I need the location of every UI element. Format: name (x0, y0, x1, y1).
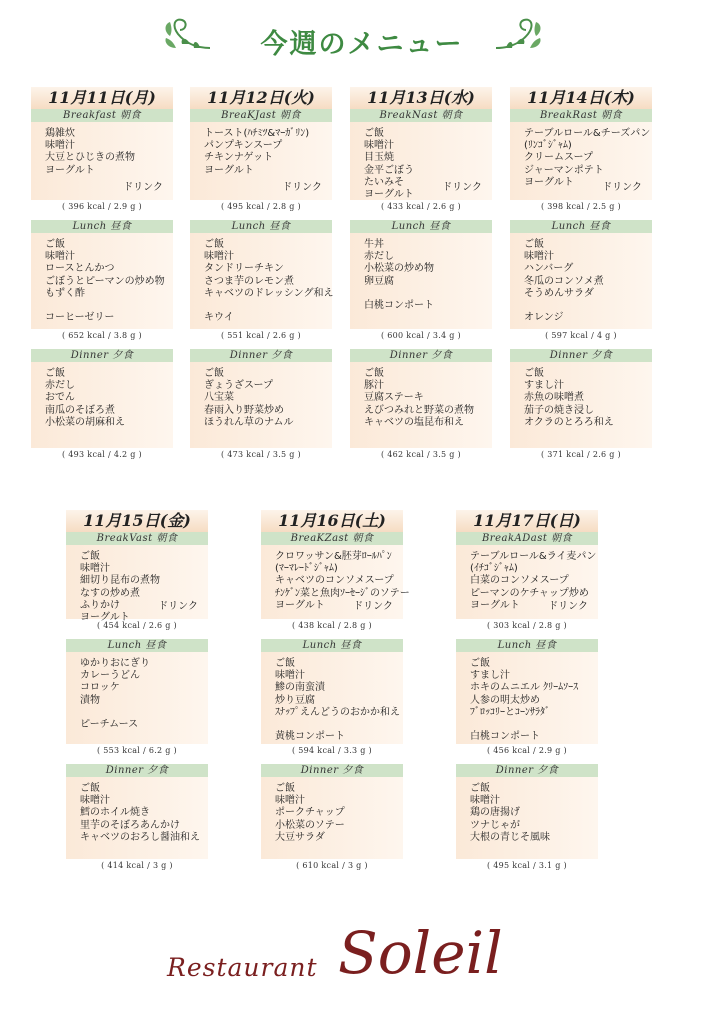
menu-item (204, 300, 324, 312)
menu-item: さつま芋のレモン煮 (204, 275, 294, 287)
menu-item: ご飯 (364, 128, 384, 139)
menu-item: ハンバーグ (524, 263, 574, 275)
menu-item: 味噌汁 (45, 251, 75, 263)
breakfast-items (190, 122, 332, 200)
menu-item: 白桃コンポート (470, 731, 540, 743)
dinner-items (350, 362, 492, 448)
menu-item: コロッケ (80, 682, 120, 694)
nutrition-info: ( 473 kcal / 3.5 g ) (221, 450, 301, 459)
lunch-items (350, 233, 492, 329)
page-title: 今週のメニュー (260, 29, 464, 60)
nutrition-info: ( 454 kcal / 2.6 g ) (97, 621, 177, 630)
menu-item: なすの炒め煮 (80, 587, 140, 599)
nutrition-info: ( 600 kcal / 3.4 g ) (381, 331, 461, 340)
drink-label: ドリンク (158, 600, 198, 612)
breakfast-band: BreakRast 朝食 (510, 109, 652, 122)
breakfast-items (31, 122, 173, 200)
breakfast-items (66, 545, 208, 624)
dinner-band: Dinner 夕食 (456, 764, 598, 777)
breakfast-band: BreakADast 朝食 (456, 532, 598, 545)
menu-item: ふりかけ (80, 599, 120, 611)
nutrition-info: ( 495 kcal / 3.1 g ) (487, 861, 567, 870)
breakfast-items (261, 545, 410, 619)
menu-item: 南瓜のそぼろ煮 (45, 404, 115, 416)
menu-item: ゆかりおにぎり (80, 658, 150, 669)
lunch-items (31, 233, 173, 329)
breakfast-items (510, 122, 652, 200)
menu-item: 味噌汁 (364, 140, 394, 152)
menu-item: ﾌﾞﾛｯｺﾘｰとｺｰﾝｻﾗﾀﾞ (470, 706, 550, 718)
menu-item: 小松菜の炒め物 (364, 263, 434, 275)
drink-label: ドリンク (442, 181, 482, 193)
menu-item (80, 707, 200, 719)
menu-item: ホキのムニエル ｸﾘｰﾑｿｰｽ (470, 682, 579, 694)
day-date: 11月12日(火) (190, 87, 332, 109)
menu-item: すまし汁 (524, 380, 564, 392)
day-card (31, 87, 173, 462)
menu-item: (ﾘﾝｺﾞｼﾞｬﾑ) (524, 140, 572, 152)
menu-item: そうめんサラダ (524, 287, 594, 299)
menu-item: ヨーグルト (364, 189, 414, 201)
menu-item: ご飯 (470, 658, 490, 669)
menu-item: 金平ごぼう (364, 164, 414, 176)
menu-item: 豆腐ステーキ (364, 392, 424, 404)
menu-item: ツナじゃが (470, 819, 520, 831)
menu-item: 大根の青じそ風味 (470, 831, 550, 843)
menu-item: ピーマンのケチャップ炒め (470, 587, 589, 599)
menu-item: キウイ (204, 312, 234, 324)
dinner-items (66, 777, 208, 859)
lunch-items (456, 652, 598, 744)
menu-item (470, 719, 590, 731)
menu-item: たいみそ (364, 176, 404, 188)
menu-item: ごぼうとピーマンの炒め物 (45, 275, 165, 287)
drink-label: ドリンク (282, 181, 322, 193)
menu-item: トースト(ﾊﾁﾐﾂ&ﾏｰｶﾞﾘﾝ) (204, 128, 310, 139)
dinner-items (456, 777, 598, 859)
menu-item: キャベツの塩昆布和え (364, 416, 464, 428)
menu-item: 鱈のホイル焼き (80, 807, 150, 819)
lunch-items (66, 652, 208, 744)
day-date: 11月15日(金) (66, 510, 208, 532)
breakfast-band: Breakfast 朝食 (31, 109, 173, 122)
menu-item: ロースとんかつ (45, 263, 115, 275)
menu-item: キャベツのドレッシング和え (204, 287, 334, 299)
menu-item: 人参の明太炒め (470, 694, 540, 706)
menu-item: ご飯 (80, 783, 100, 794)
menu-item: 牛丼 (364, 239, 384, 250)
menu-item (275, 719, 395, 731)
menu-item: 漬物 (80, 694, 100, 706)
menu-item: 冬瓜のコンソメ煮 (524, 275, 604, 287)
lunch-band: Lunch 昼食 (510, 220, 652, 233)
menu-item: オクラのとろろ和え (524, 416, 614, 428)
menu-item: (ｲﾁｺﾞｼﾞｬﾑ) (470, 563, 518, 575)
nutrition-info: ( 610 kcal / 3 g ) (296, 861, 368, 870)
restaurant-name: Soleil (338, 919, 503, 987)
menu-item: ヨーグルト (80, 612, 130, 624)
lunch-band: Lunch 昼食 (261, 639, 403, 652)
menu-item: コーヒーゼリー (45, 312, 115, 324)
menu-item: 茄子の焼き浸し (524, 404, 594, 416)
menu-item: ご飯 (524, 368, 544, 379)
menu-item: 春雨入り野菜炒め (204, 404, 284, 416)
menu-item: 味噌汁 (470, 795, 500, 807)
menu-item: 豚汁 (364, 380, 384, 392)
lunch-band: Lunch 昼食 (190, 220, 332, 233)
menu-item: ご飯 (470, 783, 490, 794)
menu-item: ご飯 (80, 551, 100, 562)
menu-item: 目玉焼 (364, 152, 394, 164)
breakfast-band: BreakVast 朝食 (66, 532, 208, 545)
menu-item: 鯵の南蛮漬 (275, 682, 325, 694)
menu-item: おでん (45, 392, 75, 404)
lunch-band: Lunch 昼食 (456, 639, 598, 652)
menu-item: 黄桃コンポート (275, 731, 345, 743)
menu-item (364, 288, 484, 300)
day-card (350, 87, 492, 462)
menu-item: ｽﾅｯﾌﾟえんどうのおかか和え (275, 706, 400, 718)
nutrition-info: ( 553 kcal / 6.2 g ) (97, 746, 177, 755)
menu-item: ヨーグルト (204, 164, 254, 176)
menu-item: 白菜のコンソメスープ (470, 575, 569, 587)
menu-item: キャベツのコンソメスープ (275, 575, 394, 587)
menu-item: ご飯 (524, 239, 544, 250)
nutrition-info: ( 456 kcal / 2.9 g ) (487, 746, 567, 755)
menu-item: えびつみれと野菜の煮物 (364, 404, 474, 416)
breakfast-items (350, 122, 492, 200)
breakfast-band: BreakNast 朝食 (350, 109, 492, 122)
restaurant-label: Restaurant (167, 953, 318, 982)
menu-item: パンプキンスープ (204, 140, 283, 152)
menu-item (45, 300, 165, 312)
drink-label: ドリンク (602, 181, 642, 193)
menu-item: ポークチャップ (275, 807, 345, 819)
day-card (190, 87, 332, 462)
nutrition-info: ( 414 kcal / 3 g ) (101, 861, 173, 870)
day-card (456, 510, 598, 873)
breakfast-band: BreaKZast 朝食 (261, 532, 403, 545)
drink-label: ドリンク (123, 181, 163, 193)
menu-item: ジャーマンポテト (524, 164, 604, 176)
menu-item: 鶏雑炊 (45, 128, 75, 139)
menu-item: クリームスープ (524, 152, 593, 164)
nutrition-info: ( 462 kcal / 3.5 g ) (381, 450, 461, 459)
lunch-band: Lunch 昼食 (31, 220, 173, 233)
dinner-items (31, 362, 173, 448)
menu-item: ご飯 (204, 239, 224, 250)
menu-item: 味噌汁 (524, 251, 554, 263)
menu-item: オレンジ (524, 312, 564, 324)
nutrition-info: ( 433 kcal / 2.6 g ) (381, 202, 461, 211)
menu-item: 赤魚の味噌煮 (524, 392, 584, 404)
nutrition-info: ( 303 kcal / 2.8 g ) (487, 621, 567, 630)
nutrition-info: ( 398 kcal / 2.5 g ) (541, 202, 621, 211)
day-card (66, 510, 208, 873)
dinner-band: Dinner 夕食 (66, 764, 208, 777)
menu-item: ご飯 (45, 239, 65, 250)
nutrition-info: ( 594 kcal / 3.3 g ) (292, 746, 372, 755)
nutrition-info: ( 493 kcal / 4.2 g ) (62, 450, 142, 459)
dinner-items (510, 362, 652, 448)
menu-item: ヨーグルト (275, 599, 325, 611)
footer (0, 915, 724, 1015)
nutrition-info: ( 597 kcal / 4 g ) (545, 331, 617, 340)
menu-item: 味噌汁 (45, 140, 75, 152)
menu-item: 白桃コンポート (364, 299, 434, 311)
menu-item: 大豆サラダ (275, 831, 325, 843)
dinner-band: Dinner 夕食 (190, 349, 332, 362)
menu-item: 味噌汁 (275, 670, 305, 682)
menu-item: 細切り昆布の煮物 (80, 575, 160, 587)
day-date: 11月16日(土) (261, 510, 403, 532)
header (0, 0, 724, 70)
drink-label: ドリンク (353, 600, 393, 612)
nutrition-info: ( 551 kcal / 2.6 g ) (221, 331, 301, 340)
menu-item: テーブルロール&チーズパン (524, 128, 651, 139)
menu-item: キャベツのおろし醤油和え (80, 831, 200, 843)
menu-item: ﾁﾝｹﾞﾝ菜と魚肉ｿｰｾｰｼﾞのソテー (275, 587, 410, 599)
menu-item: 味噌汁 (204, 251, 234, 263)
menu-item: ヨーグルト (470, 599, 520, 611)
lunch-items (510, 233, 652, 329)
dinner-band: Dinner 夕食 (350, 349, 492, 362)
dinner-items (261, 777, 403, 859)
menu-item: 卵豆腐 (364, 275, 394, 287)
menu-item: 味噌汁 (80, 563, 110, 575)
dinner-items (190, 362, 332, 448)
menu-item: 炒り豆腐 (275, 694, 315, 706)
nutrition-info: ( 396 kcal / 2.9 g ) (62, 202, 142, 211)
menu-item: ヨーグルト (524, 176, 574, 188)
menu-item: 味噌汁 (275, 795, 305, 807)
drink-label: ドリンク (548, 600, 588, 612)
lunch-band: Lunch 昼食 (66, 639, 208, 652)
menu-item: カレーうどん (80, 670, 140, 682)
menu-item: ぎょうざスープ (204, 380, 273, 392)
menu-item: ご飯 (275, 783, 295, 794)
dinner-band: Dinner 夕食 (510, 349, 652, 362)
menu-item (524, 300, 644, 312)
nutrition-info: ( 371 kcal / 2.6 g ) (541, 450, 621, 459)
dinner-band: Dinner 夕食 (261, 764, 403, 777)
day-date: 11月14日(木) (510, 87, 652, 109)
menu-item: 鶏の唐揚げ (470, 807, 520, 819)
day-card (510, 87, 652, 462)
day-card (261, 510, 410, 873)
breakfast-band: BreaKJast 朝食 (190, 109, 332, 122)
menu-item: もずく酢 (45, 287, 85, 299)
menu-item: ピーチムース (80, 718, 139, 730)
menu-item: 赤だし (45, 380, 75, 392)
menu-item: ほうれん草のナムル (204, 416, 294, 428)
menu-item: ご飯 (275, 658, 295, 669)
menu-item: (ﾏｰﾏﾚｰﾄﾞｼﾞｬﾑ) (275, 563, 338, 575)
menu-item: すまし汁 (470, 670, 510, 682)
menu-item: 味噌汁 (80, 795, 110, 807)
nutrition-info: ( 438 kcal / 2.8 g ) (292, 621, 372, 630)
leaf-ornament-icon (492, 14, 546, 58)
nutrition-info: ( 495 kcal / 2.8 g ) (221, 202, 301, 211)
menu-item: 赤だし (364, 251, 394, 263)
lunch-items (261, 652, 403, 744)
menu-item: 里芋のそぼろあんかけ (80, 819, 180, 831)
lunch-band: Lunch 昼食 (350, 220, 492, 233)
lunch-items (190, 233, 332, 329)
menu-item: ご飯 (45, 368, 65, 379)
day-date: 11月13日(水) (350, 87, 492, 109)
menu-item: テーブルロール&ライ麦パン (470, 551, 597, 562)
menu-item: タンドリーチキン (204, 263, 284, 275)
dinner-band: Dinner 夕食 (31, 349, 173, 362)
day-date: 11月11日(月) (31, 87, 173, 109)
menu-item: ご飯 (204, 368, 224, 379)
menu-item: 八宝菜 (204, 392, 234, 404)
breakfast-items (456, 545, 598, 619)
menu-item: 小松菜のソテー (275, 819, 345, 831)
day-date: 11月17日(日) (456, 510, 598, 532)
menu-item: チキンナゲット (204, 152, 274, 164)
menu-item: クロワッサン&胚芽ﾛｰﾙﾊﾟﾝ (275, 551, 392, 562)
menu-item: ご飯 (364, 368, 384, 379)
menu-item: 大豆とひじきの煮物 (45, 152, 135, 164)
nutrition-info: ( 652 kcal / 3.8 g ) (62, 331, 142, 340)
menu-item: ヨーグルト (45, 164, 95, 176)
menu-item: 小松菜の胡麻和え (45, 416, 125, 428)
